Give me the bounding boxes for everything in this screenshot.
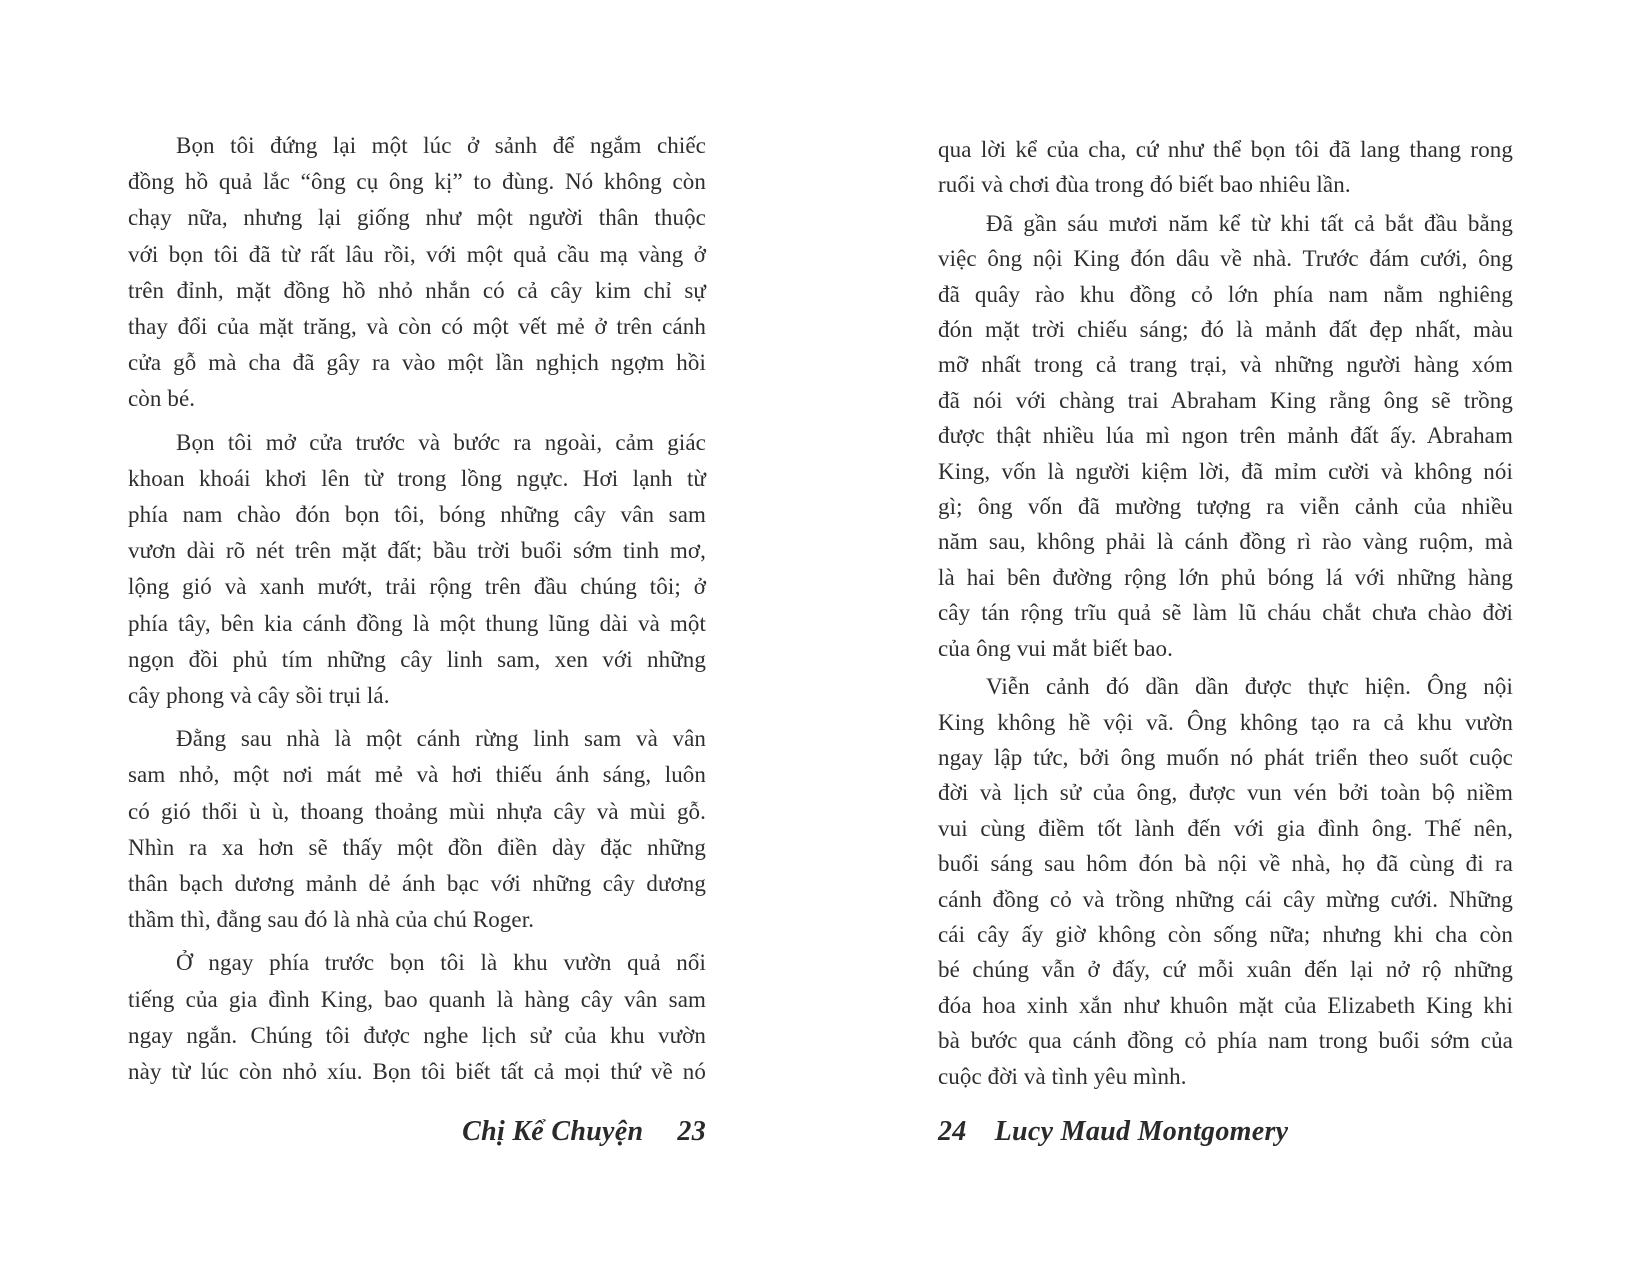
text-line: việc ông nội King đón dâu về nhà. Trước đám cưới, ông: [938, 246, 1513, 272]
text-line: ngọn đồi phủ tím những cây linh sam, xen với những: [128, 646, 706, 672]
text-line: ngay lập tức, bởi ông muốn nó phát triển theo suốt cuộc: [938, 744, 1513, 770]
text-line: vui cùng điềm tốt lành đến với gia đình ông. Thế nên,: [938, 815, 1513, 841]
text-line: qua lời kể của cha, cứ như thể bọn tôi đã lang thang rong: [938, 137, 1513, 162]
text-line: cuộc đời và tình yêu mình.: [938, 1063, 1187, 1089]
text-line: khoan khoái khơi lên từ trong lồng ngực. Hơi lạnh từ: [128, 465, 706, 491]
text-line: Bọn tôi mở cửa trước và bước ra ngoài, cảm giác: [176, 429, 706, 455]
text-line: đóa hoa xinh xắn như khuôn mặt của Elizabeth King khi: [938, 992, 1513, 1018]
text-line: ngay ngắn. Chúng tôi được nghe lịch sử của khu vườn: [128, 1022, 706, 1048]
text-line: có gió thổi ù ù, thoang thoảng mùi nhựa cây và mùi gỗ.: [128, 798, 706, 824]
page-number-left: 23: [677, 1116, 706, 1147]
page-right-body: [938, 132, 1513, 1094]
text-line: chạy nữa, nhưng lại giống như một người thân thuộc: [128, 205, 706, 231]
text-line: mỡ nhất trong cả trang trại, và những người hàng xóm: [938, 352, 1513, 378]
page-right: [938, 132, 1513, 1094]
text-line: Đã gần sáu mươi năm kể từ khi tất cả bắt đầu bằng: [986, 210, 1513, 236]
paragraph: [128, 945, 706, 1090]
text-line: King, vốn là người kiệm lời, đã mỉm cười và không nói: [938, 458, 1513, 484]
text-line: đã quây rào khu đồng cỏ lớn phía nam nằm nghiêng: [938, 281, 1513, 307]
text-line: của ông vui mắt biết bao.: [938, 635, 1173, 661]
text-line: với bọn tôi đã từ rất lâu rồi, với một quả cầu mạ vàng ở: [128, 241, 706, 267]
text-line: đón mặt trời chiếu sáng; đó là mảnh đất đẹp nhất, màu: [938, 317, 1513, 343]
text-line: sam nhỏ, một nơi mát mẻ và hơi thiếu ánh sáng, luôn: [128, 762, 706, 788]
text-line: phía nam chào đón bọn tôi, bóng những cây vân sam: [128, 502, 706, 528]
paragraph: [128, 128, 706, 418]
text-line: trên đỉnh, mặt đồng hồ nhỏ nhắn có cả cây kim chỉ sự: [128, 277, 706, 303]
text-line: phía tây, bên kia cánh đồng là một thung lũng dài và một: [128, 610, 706, 636]
text-line: Ở ngay phía trước bọn tôi là khu vườn quả nổi: [176, 950, 706, 976]
paragraph: [128, 425, 706, 715]
text-line: thay đổi của mặt trăng, và còn có một vết mẻ ở trên cánh: [128, 314, 706, 340]
book-author-name: Lucy Maud Montgomery: [994, 1116, 1289, 1147]
text-line: cửa gỗ mà cha đã gây ra vào một lần nghịch ngợm hồi: [128, 350, 706, 376]
text-line: gì; ông vốn đã mường tượng ra viễn cảnh của nhiều: [938, 494, 1513, 520]
page-left: [128, 128, 706, 1090]
text-line: Viễn cảnh đó dần dần được thực hiện. Ông nội: [986, 674, 1513, 700]
paragraph: [938, 669, 1513, 1094]
text-line: được thật nhiều lúa mì ngon trên mảnh đất ấy. Abraham: [938, 423, 1513, 449]
text-line: bà bước qua cánh đồng cỏ phía nam trong buổi sớm của: [938, 1028, 1513, 1054]
text-line: Bọn tôi đứng lại một lúc ở sảnh để ngắm chiếc: [176, 133, 706, 158]
text-line: cây phong và cây sồi trụi lá.: [128, 683, 390, 709]
text-line: lộng gió và xanh mướt, trải rộng trên đầu chúng tôi; ở: [128, 574, 706, 600]
text-line: cái cây ấy giờ không còn sống nữa; nhưng khi cha còn: [938, 921, 1513, 947]
book-chapter-title: Chị Kể Chuyện: [462, 1116, 644, 1147]
text-line: đồng hồ quả lắc “ông cụ ông kị” to đùng. Nó không còn: [128, 169, 706, 195]
text-line: Nhìn ra xa hơn sẽ thấy một đồn điền dày đặc những: [128, 834, 706, 860]
page-left-footer: [128, 1112, 706, 1152]
text-line: bé chúng vẫn ở đấy, cứ mỗi xuân đến lại nở rộ những: [938, 957, 1513, 983]
text-line: King không hề vội vã. Ông không tạo ra cả khu vườn: [938, 709, 1513, 735]
text-line: thầm thì, đằng sau đó là nhà của chú Roger.: [128, 907, 535, 933]
text-line: buổi sáng sau hôm đón bà nội về nhà, họ đã cùng đi ra: [938, 851, 1513, 877]
text-line: năm sau, không phải là cánh đồng rì rào vàng ruộm, mà: [938, 529, 1513, 555]
text-line: Đằng sau nhà là một cánh rừng linh sam và vân: [176, 726, 706, 752]
paragraph: [128, 721, 706, 938]
paragraph: [938, 132, 1513, 203]
text-line: vươn dài rõ nét trên mặt đất; bầu trời buổi sớm tinh mơ,: [128, 538, 706, 564]
page-right-footer: [938, 1112, 1513, 1152]
text-line: cánh đồng cỏ và trồng những cái cây mừng cưới. Những: [938, 886, 1513, 912]
page-number-right: 24: [938, 1116, 967, 1147]
text-line: này từ lúc còn nhỏ xíu. Bọn tôi biết tất cả mọi thứ về nó: [128, 1059, 706, 1085]
text-line: đời và lịch sử của ông, được vun vén bởi toàn bộ niềm: [938, 780, 1513, 806]
text-line: cây tán rộng trĩu quả sẽ làm lũ cháu chắt chưa chào đời: [938, 600, 1513, 626]
text-line: còn bé.: [128, 386, 196, 412]
page-left-body: [128, 128, 706, 1090]
text-line: ruổi và chơi đùa trong đó biết bao nhiêu lần.: [938, 172, 1351, 198]
text-line: tiếng của gia đình King, bao quanh là hàng cây vân sam: [128, 986, 706, 1012]
text-line: đã nói với chàng trai Abraham King rằng ông sẽ trồng: [938, 387, 1513, 413]
text-line: thân bạch dương mảnh dẻ ánh bạc với những cây dương: [128, 871, 706, 897]
text-line: là hai bên đường rộng lớn phủ bóng lá với những hàng: [938, 564, 1513, 590]
paragraph: [938, 206, 1513, 666]
